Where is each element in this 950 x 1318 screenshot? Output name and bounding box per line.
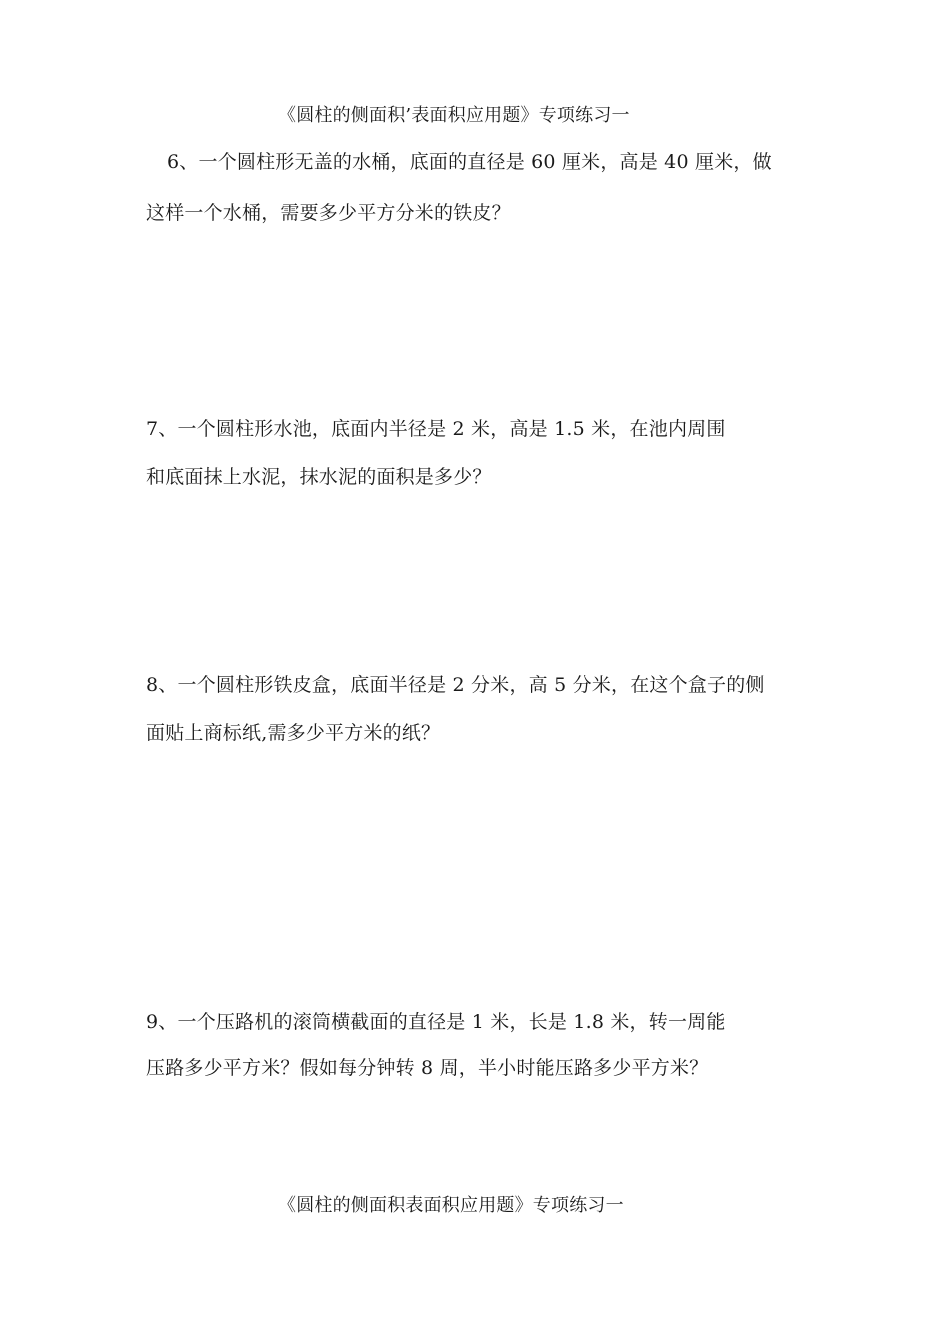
- problem-8-line-1: 8、一个圆柱形铁皮盒，底面半径是 2 分米，高 5 分米，在这个盒子的侧: [146, 674, 765, 696]
- problem-8-line-2: 面贴上商标纸,需多少平方米的纸？: [146, 722, 441, 744]
- page-footer-title: 《圆柱的侧面积表面积应用题》专项练习一: [278, 1195, 624, 1216]
- problem-6-line-2: 这样一个水桶，需要多少平方分米的铁皮？: [146, 202, 511, 224]
- problem-7-line-2: 和底面抹上水泥，抹水泥的面积是多少？: [146, 466, 492, 488]
- page-header-title: 《圆柱的侧面积’表面积应用题》专项练习一: [278, 105, 630, 126]
- problem-9-line-1: 9、一个压路机的滚筒横截面的直径是 1 米，长是 1.8 米，转一周能: [146, 1011, 726, 1033]
- problem-9-line-2: 压路多少平方米？假如每分钟转 8 周，半小时能压路多少平方米？: [146, 1057, 709, 1079]
- problem-7-line-1: 7、一个圆柱形水池，底面内半径是 2 米，高是 1.5 米，在池内周围: [146, 418, 726, 440]
- problem-6-line-1: 6、一个圆柱形无盖的水桶，底面的直径是 60 厘米，高是 40 厘米，做: [167, 151, 772, 173]
